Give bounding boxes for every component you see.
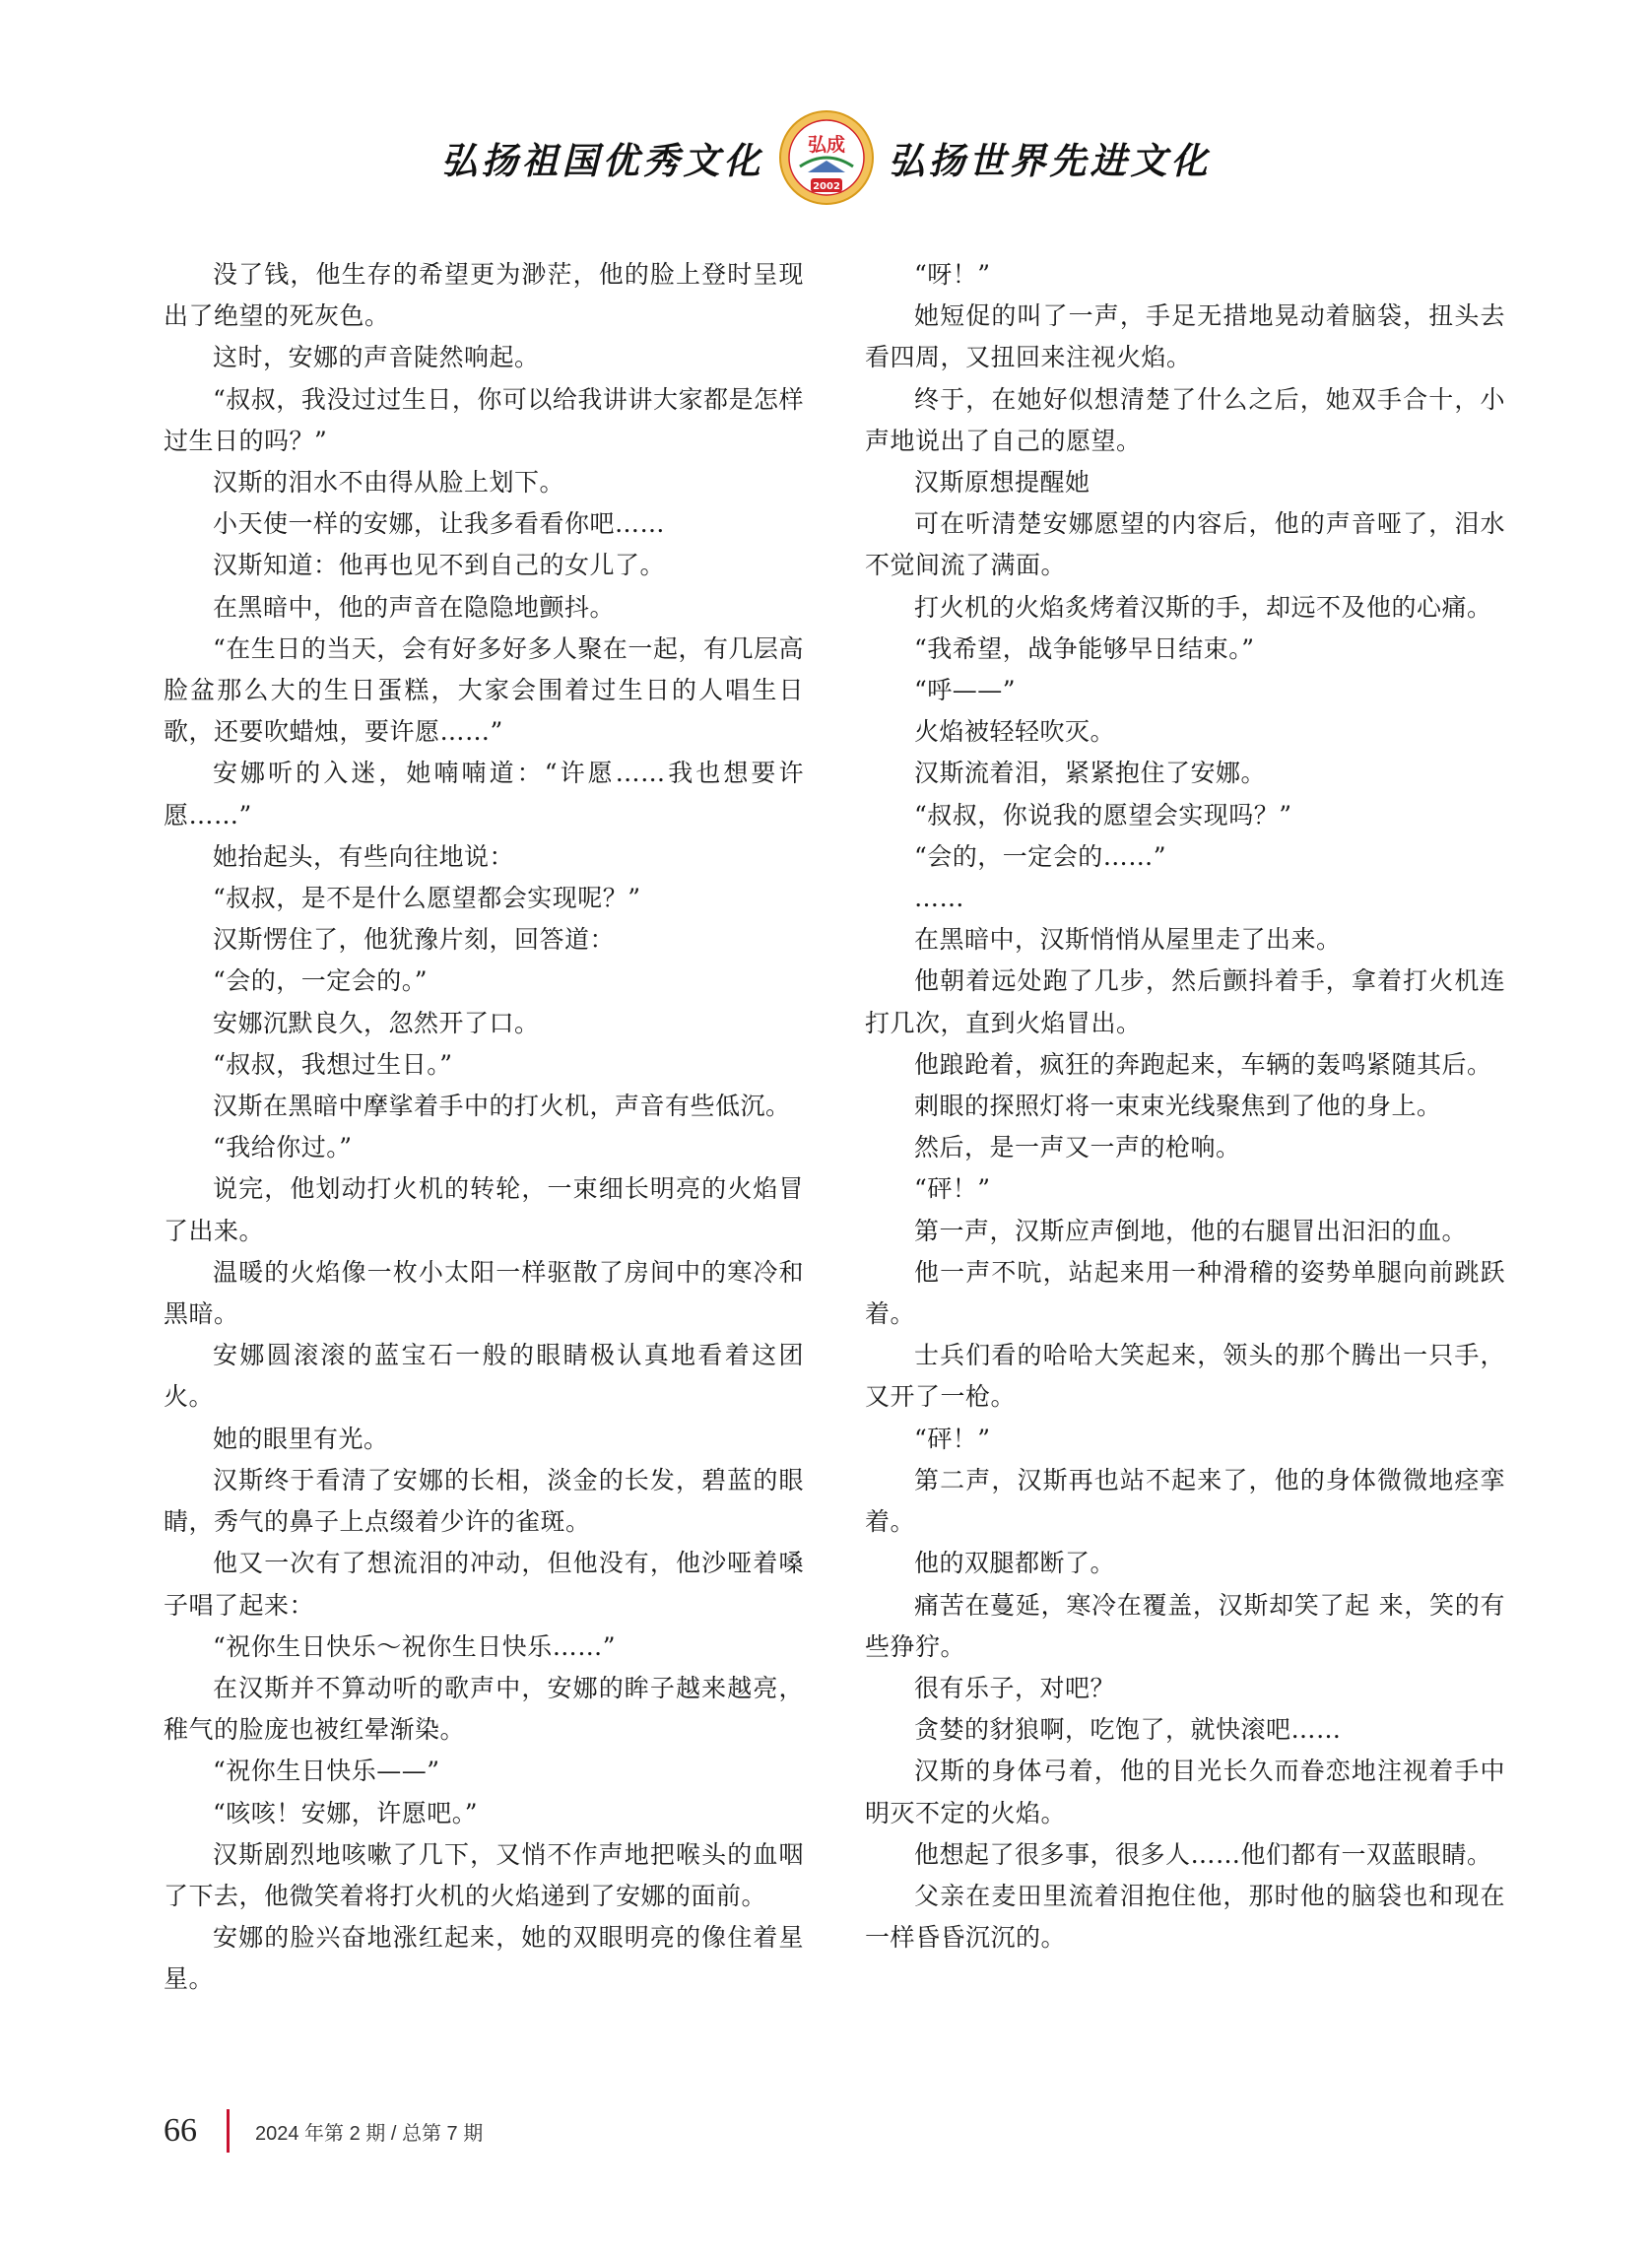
school-emblem-graphic	[778, 109, 875, 206]
paragraph: 安娜的脸兴奋地涨红起来，她的双眼明亮的像住着星星。	[164, 1923, 804, 1994]
paragraph: “叔叔，我想过生日。”	[213, 1049, 453, 1079]
paragraph: 贪婪的豺狼啊，吃饱了，就快滚吧……	[914, 1715, 1342, 1745]
paragraph: “在生日的当天，会有好多好多人聚在一起，有几层高脸盆那么大的生日蛋糕，大家会围着过生日的人唱生日歌，还要吹蜡烛，要许愿……”	[164, 633, 804, 747]
paragraph: 他朝着远处跑了几步，然后颤抖着手，拿着打火机连打几次，直到火焰冒出。	[865, 966, 1505, 1037]
paragraph: 安娜圆滚滚的蓝宝石一般的眼睛极认真地看着这团火。	[164, 1341, 804, 1412]
paragraph: 火焰被轻轻吹灭。	[914, 717, 1116, 747]
paragraph: 他想起了很多事，很多人……他们都有一双蓝眼睛。	[914, 1839, 1492, 1869]
paragraph: 这时，安娜的声音陡然响起。	[213, 343, 540, 372]
slogan-right: 弘扬世界先进文化	[888, 139, 1212, 182]
paragraph: 打火机的火焰炙烤着汉斯的手，却远不及他的心痛。	[914, 592, 1492, 622]
paragraph: 士兵们看的哈哈大笑起来，领头的那个腾出一只手，又开了一枪。	[865, 1341, 1505, 1412]
paragraph: “叔叔，你说我的愿望会实现吗？”	[914, 800, 1292, 830]
paragraph: “会的，一定会的……”	[914, 841, 1167, 871]
paragraph: 汉斯愣住了，他犹豫片刻，回答道：	[213, 925, 616, 955]
issue-info: 2024 年第 2 期 / 总第 7 期	[255, 2122, 484, 2145]
paragraph: 汉斯终于看清了安娜的长相，淡金的长发，碧蓝的眼睛，秀气的鼻子上点缀着少许的雀斑。	[164, 1465, 804, 1537]
paragraph: 汉斯在黑暗中摩挲着手中的打火机，声音有些低沉。	[213, 1092, 791, 1121]
paragraph: 在汉斯并不算动听的歌声中，安娜的眸子越来越亮，稚气的脸庞也被红晕渐染。	[164, 1673, 804, 1745]
paragraph: “会的，一定会的。”	[213, 966, 429, 996]
paragraph: 在黑暗中，汉斯悄悄从屋里走了出来。	[914, 925, 1342, 955]
school-emblem-icon	[778, 109, 875, 206]
page-footer	[164, 2106, 483, 2156]
paragraph: 没了钱，他生存的希望更为渺茫，他的脸上登时呈现出了绝望的死灰色。	[164, 260, 804, 331]
paragraph: 他的双腿都断了。	[914, 1549, 1116, 1578]
paragraph: 可在听清楚安娜愿望的内容后，他的声音哑了，泪水不觉间流了满面。	[865, 509, 1505, 580]
slogan-left: 弘扬祖国优秀文化	[440, 139, 764, 182]
paragraph: 他踉跄着，疯狂的奔跑起来，车辆的轰鸣紧随其后。	[914, 1049, 1492, 1079]
paragraph: 说完，他划动打火机的转轮，一束细长明亮的火焰冒了出来。	[164, 1174, 804, 1245]
paragraph: 安娜听的入迷，她喃喃道：“许愿……我也想要许愿……”	[164, 759, 804, 830]
paragraph: 很有乐子，对吧？	[914, 1673, 1116, 1702]
paragraph: 父亲在麦田里流着泪抱住他，那时他的脑袋也和现在一样昏昏沉沉的。	[865, 1881, 1505, 1953]
paragraph: 她短促的叫了一声，手足无措地晃动着脑袋，扭头去看四周，又扭回来注视火焰。	[865, 301, 1505, 372]
paragraph: “呼——”	[914, 676, 1017, 705]
emblem-year: 2002	[812, 181, 840, 192]
page-header	[0, 99, 1652, 217]
emblem-text: 弘成	[807, 134, 845, 156]
paragraph: 然后，是一声又一声的枪响。	[914, 1133, 1241, 1162]
paragraph: 汉斯的身体弓着，他的目光长久而眷恋地注视着手中明灭不定的火焰。	[865, 1757, 1505, 1827]
paragraph: “叔叔，是不是什么愿望都会实现呢？”	[213, 884, 641, 913]
footer-divider	[227, 2109, 230, 2153]
paragraph: “我给你过。”	[213, 1133, 353, 1162]
paragraph: 在黑暗中，他的声音在隐隐地颤抖。	[213, 592, 616, 622]
paragraph: “砰！”	[914, 1424, 991, 1453]
paragraph: “呀！”	[914, 260, 991, 289]
paragraph: “咳咳！安娜，许愿吧。”	[213, 1798, 479, 1827]
paragraph: 终于，在她好似想清楚了什么之后，她双手合十，小声地说出了自己的愿望。	[865, 384, 1505, 455]
paragraph: 她抬起头，有些向往地说：	[213, 841, 515, 871]
paragraph: 她的眼里有光。	[213, 1424, 389, 1453]
paragraph: 汉斯剧烈地咳嗽了几下，又悄不作声地把喉头的血咽了下去，他微笑着将打火机的火焰递到了安娜的面前。	[164, 1839, 804, 1910]
paragraph: 第二声，汉斯再也站不起来了，他的身体微微地痉挛着。	[865, 1465, 1505, 1537]
paragraph: 温暖的火焰像一枚小太阳一样驱散了房间中的寒冷和黑暗。	[164, 1257, 804, 1329]
paragraph: “祝你生日快乐——”	[213, 1757, 440, 1786]
paragraph: 汉斯流着泪，紧紧抱住了安娜。	[914, 759, 1267, 788]
paragraph: 第一声，汉斯应声倒地，他的右腿冒出汩汩的血。	[914, 1216, 1468, 1245]
paragraph: 他一声不吭，站起来用一种滑稽的姿势单腿向前跳跃着。	[865, 1257, 1505, 1329]
paragraph: 汉斯知道：他再也见不到自己的女儿了。	[213, 551, 666, 580]
left-column	[164, 254, 804, 2001]
paragraph: ……	[914, 884, 964, 913]
paragraph: “祝你生日快乐～祝你生日快乐……”	[213, 1631, 617, 1661]
article-body	[164, 254, 1513, 2087]
paragraph: 他又一次有了想流泪的冲动，但他没有，他沙哑着嗓子唱了起来：	[164, 1549, 804, 1620]
paragraph: 小天使一样的安娜，让我多看看你吧……	[213, 509, 666, 539]
page-number: 66	[164, 2112, 197, 2149]
paragraph: 汉斯原想提醒她	[914, 468, 1090, 498]
paragraph: “我希望，战争能够早日结束。”	[914, 633, 1255, 663]
paragraph: 汉斯的泪水不由得从脸上划下。	[213, 468, 565, 498]
right-column	[865, 254, 1505, 1958]
paragraph: 痛苦在蔓延，寒冷在覆盖，汉斯却笑了起 来，笑的有些狰狞。	[865, 1590, 1505, 1661]
paragraph: “砰！”	[914, 1174, 991, 1204]
paragraph: “叔叔，我没过过生日，你可以给我讲讲大家都是怎样过生日的吗？”	[164, 384, 804, 455]
paragraph: 刺眼的探照灯将一束束光线聚焦到了他的身上。	[914, 1092, 1442, 1121]
paragraph: 安娜沉默良久，忽然开了口。	[213, 1008, 540, 1037]
